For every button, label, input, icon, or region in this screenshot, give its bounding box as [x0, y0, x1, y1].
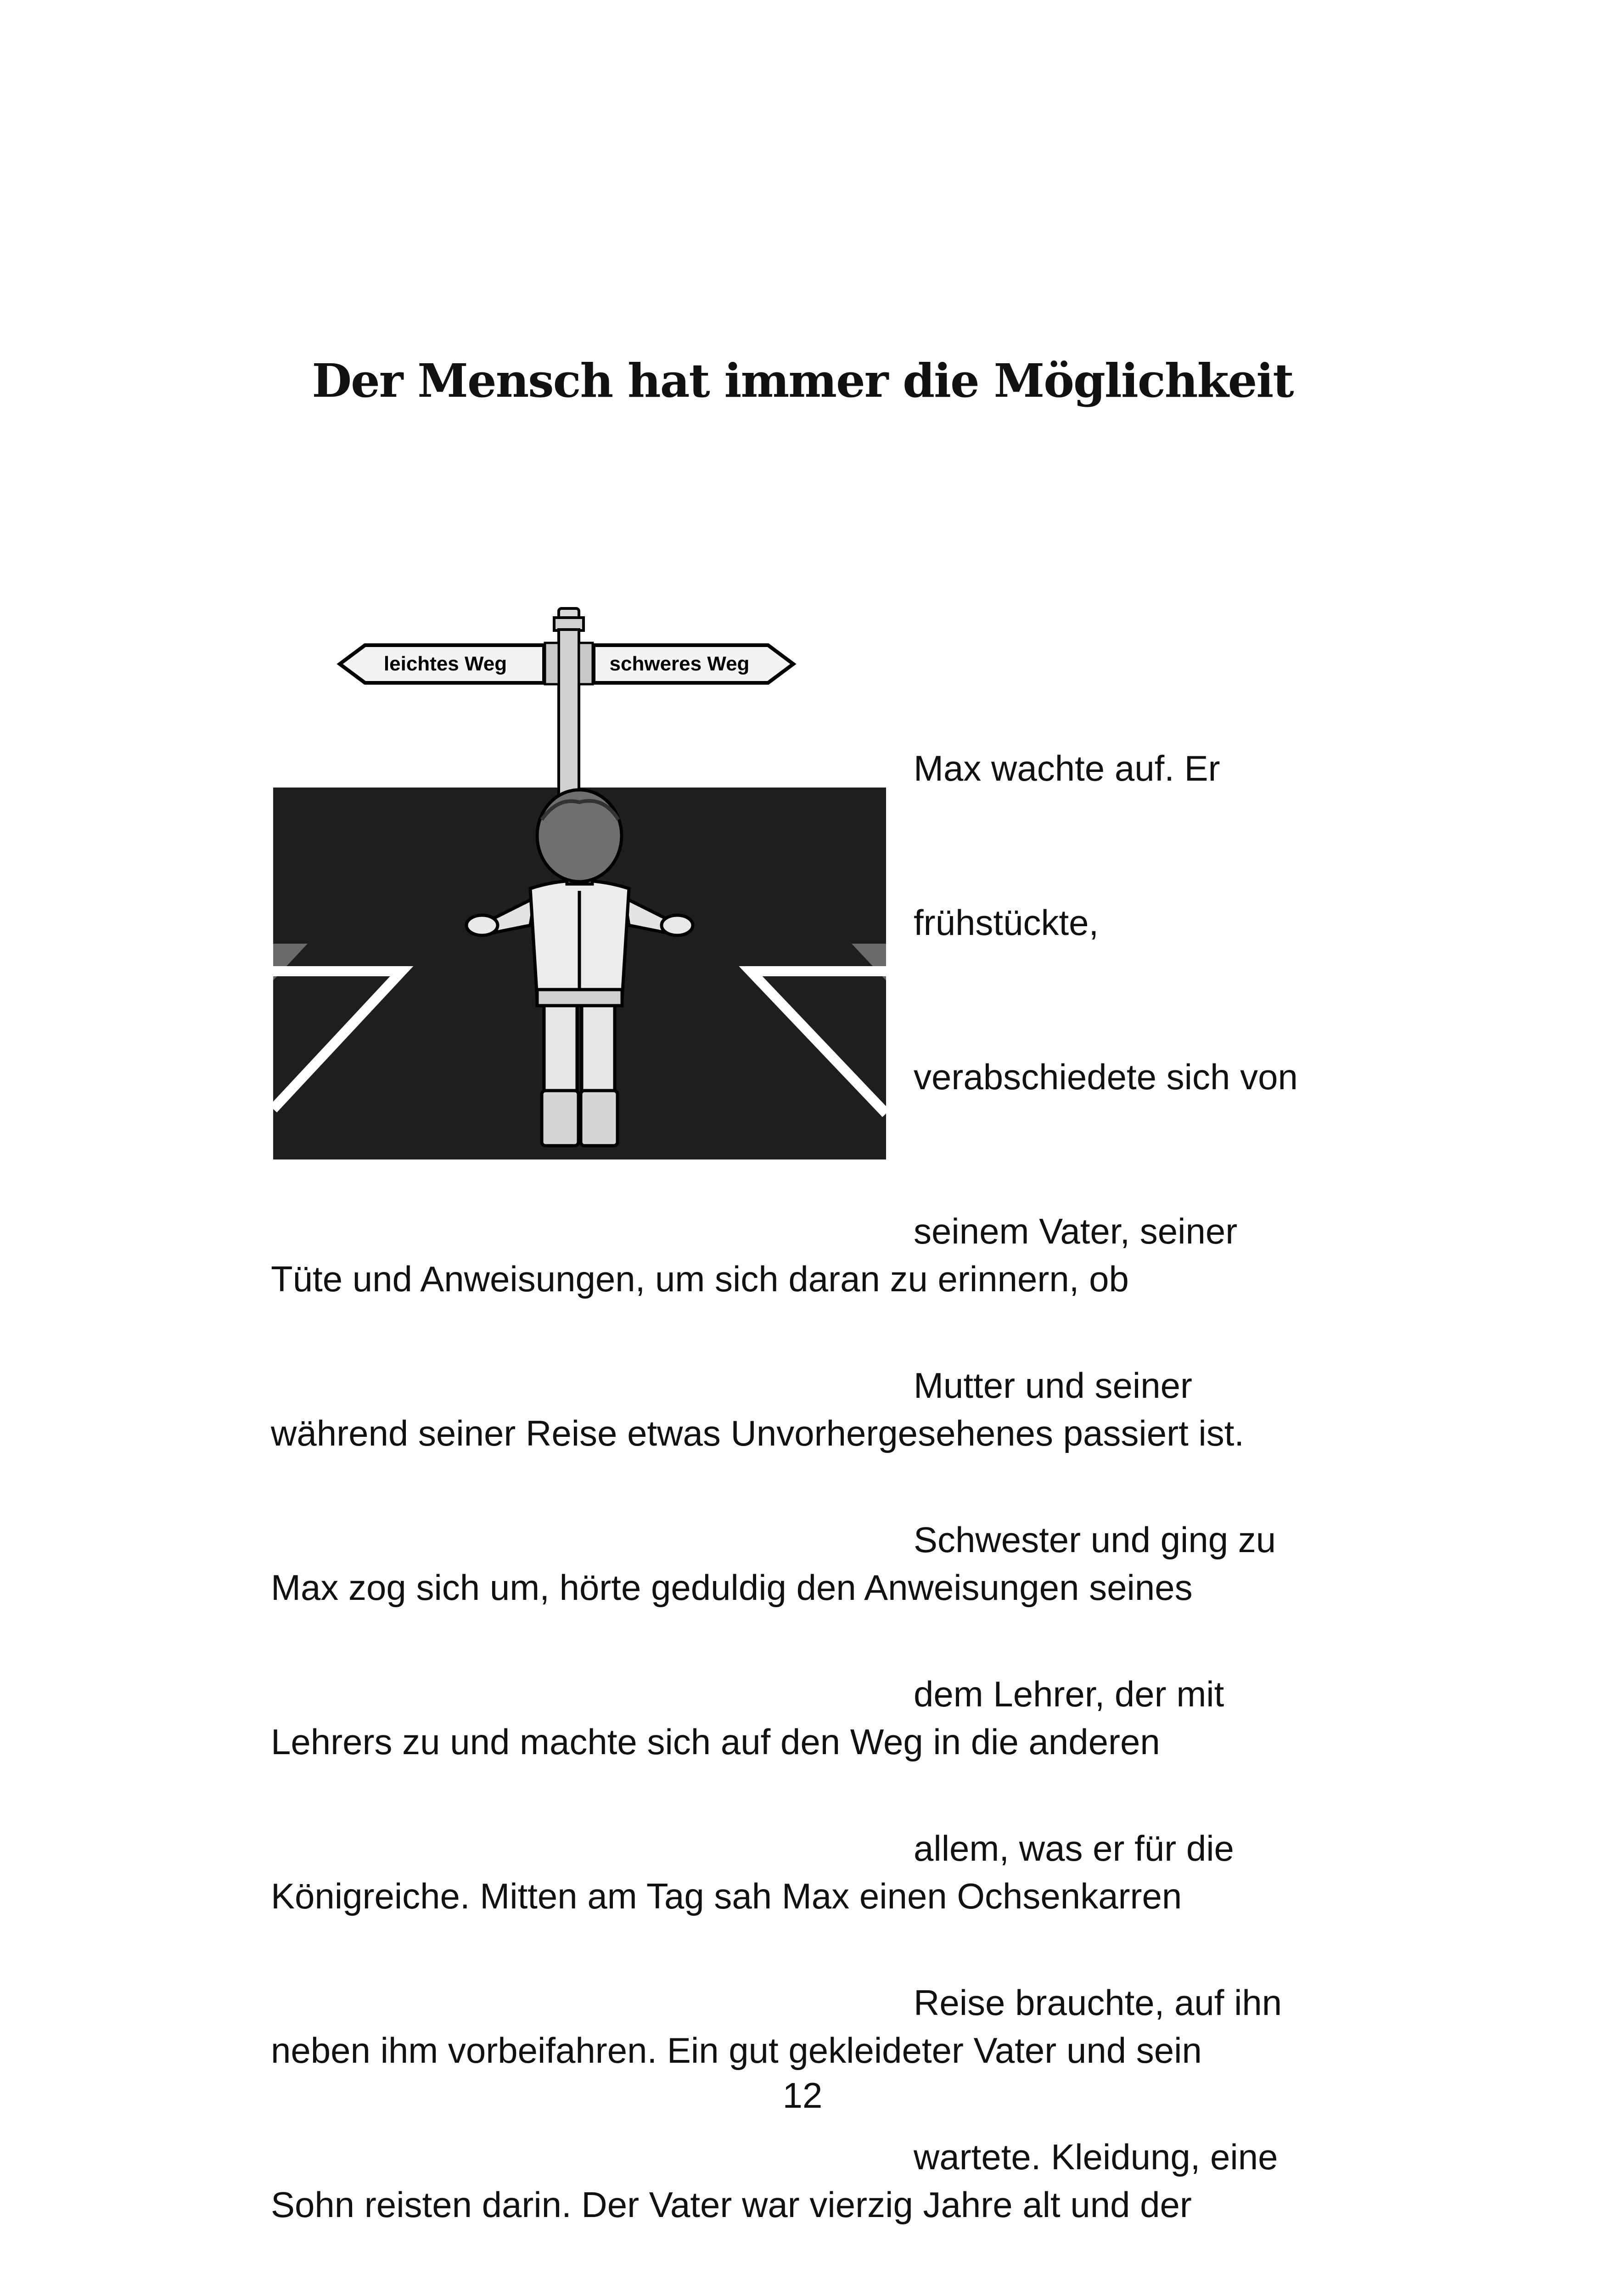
sign-label-right: schweres Weg	[609, 653, 750, 675]
text-line: Sohn reisten darin. Der Vater war vierzig Jahre alt und der	[271, 2184, 1192, 2225]
page-number: 12	[782, 2075, 823, 2116]
text-line: neben ihm vorbeifahren. Ein gut gekleideter Vater und sein	[271, 2030, 1202, 2071]
text-line: während seiner Reise etwas Unvorhergesehenes passiert ist.	[271, 1413, 1245, 1453]
text-line: Tüte und Anweisungen, um sich daran zu erinnern, ob	[271, 1259, 1129, 1299]
sign-label-left: leichtes Weg	[383, 653, 507, 675]
text-line: frühstückte,	[914, 902, 1099, 943]
text-line: Königreiche. Mitten am Tag sah Max einen Ochsenkarren	[271, 1876, 1182, 1916]
text-line: Lehrers zu und machte sich auf den Weg in die anderen	[271, 1722, 1160, 1762]
chapter-title: Der Mensch hat immer die Möglichkeit	[312, 354, 1293, 408]
crossroads-illustration	[273, 604, 886, 1159]
text-line: Max zog sich um, hörte geduldig den Anweisungen seines	[271, 1567, 1193, 1608]
text-line: wartete. Kleidung, eine	[914, 2137, 1278, 2177]
full-width-text-block	[271, 1150, 1274, 2296]
text-line: allem, was er für die	[914, 1828, 1234, 1868]
text-line: dem Lehrer, der mit	[914, 1674, 1224, 1714]
text-line: Mutter und seiner	[914, 1365, 1192, 1406]
text-line: Reise brauchte, auf ihn	[914, 1982, 1282, 2023]
text-line: verabschiedete sich von	[914, 1057, 1298, 1097]
text-line: Max wachte auf. Er	[914, 748, 1220, 788]
text-line: Schwester und ging zu	[914, 1519, 1276, 1560]
text-line: seinem Vater, seiner	[914, 1211, 1238, 1251]
